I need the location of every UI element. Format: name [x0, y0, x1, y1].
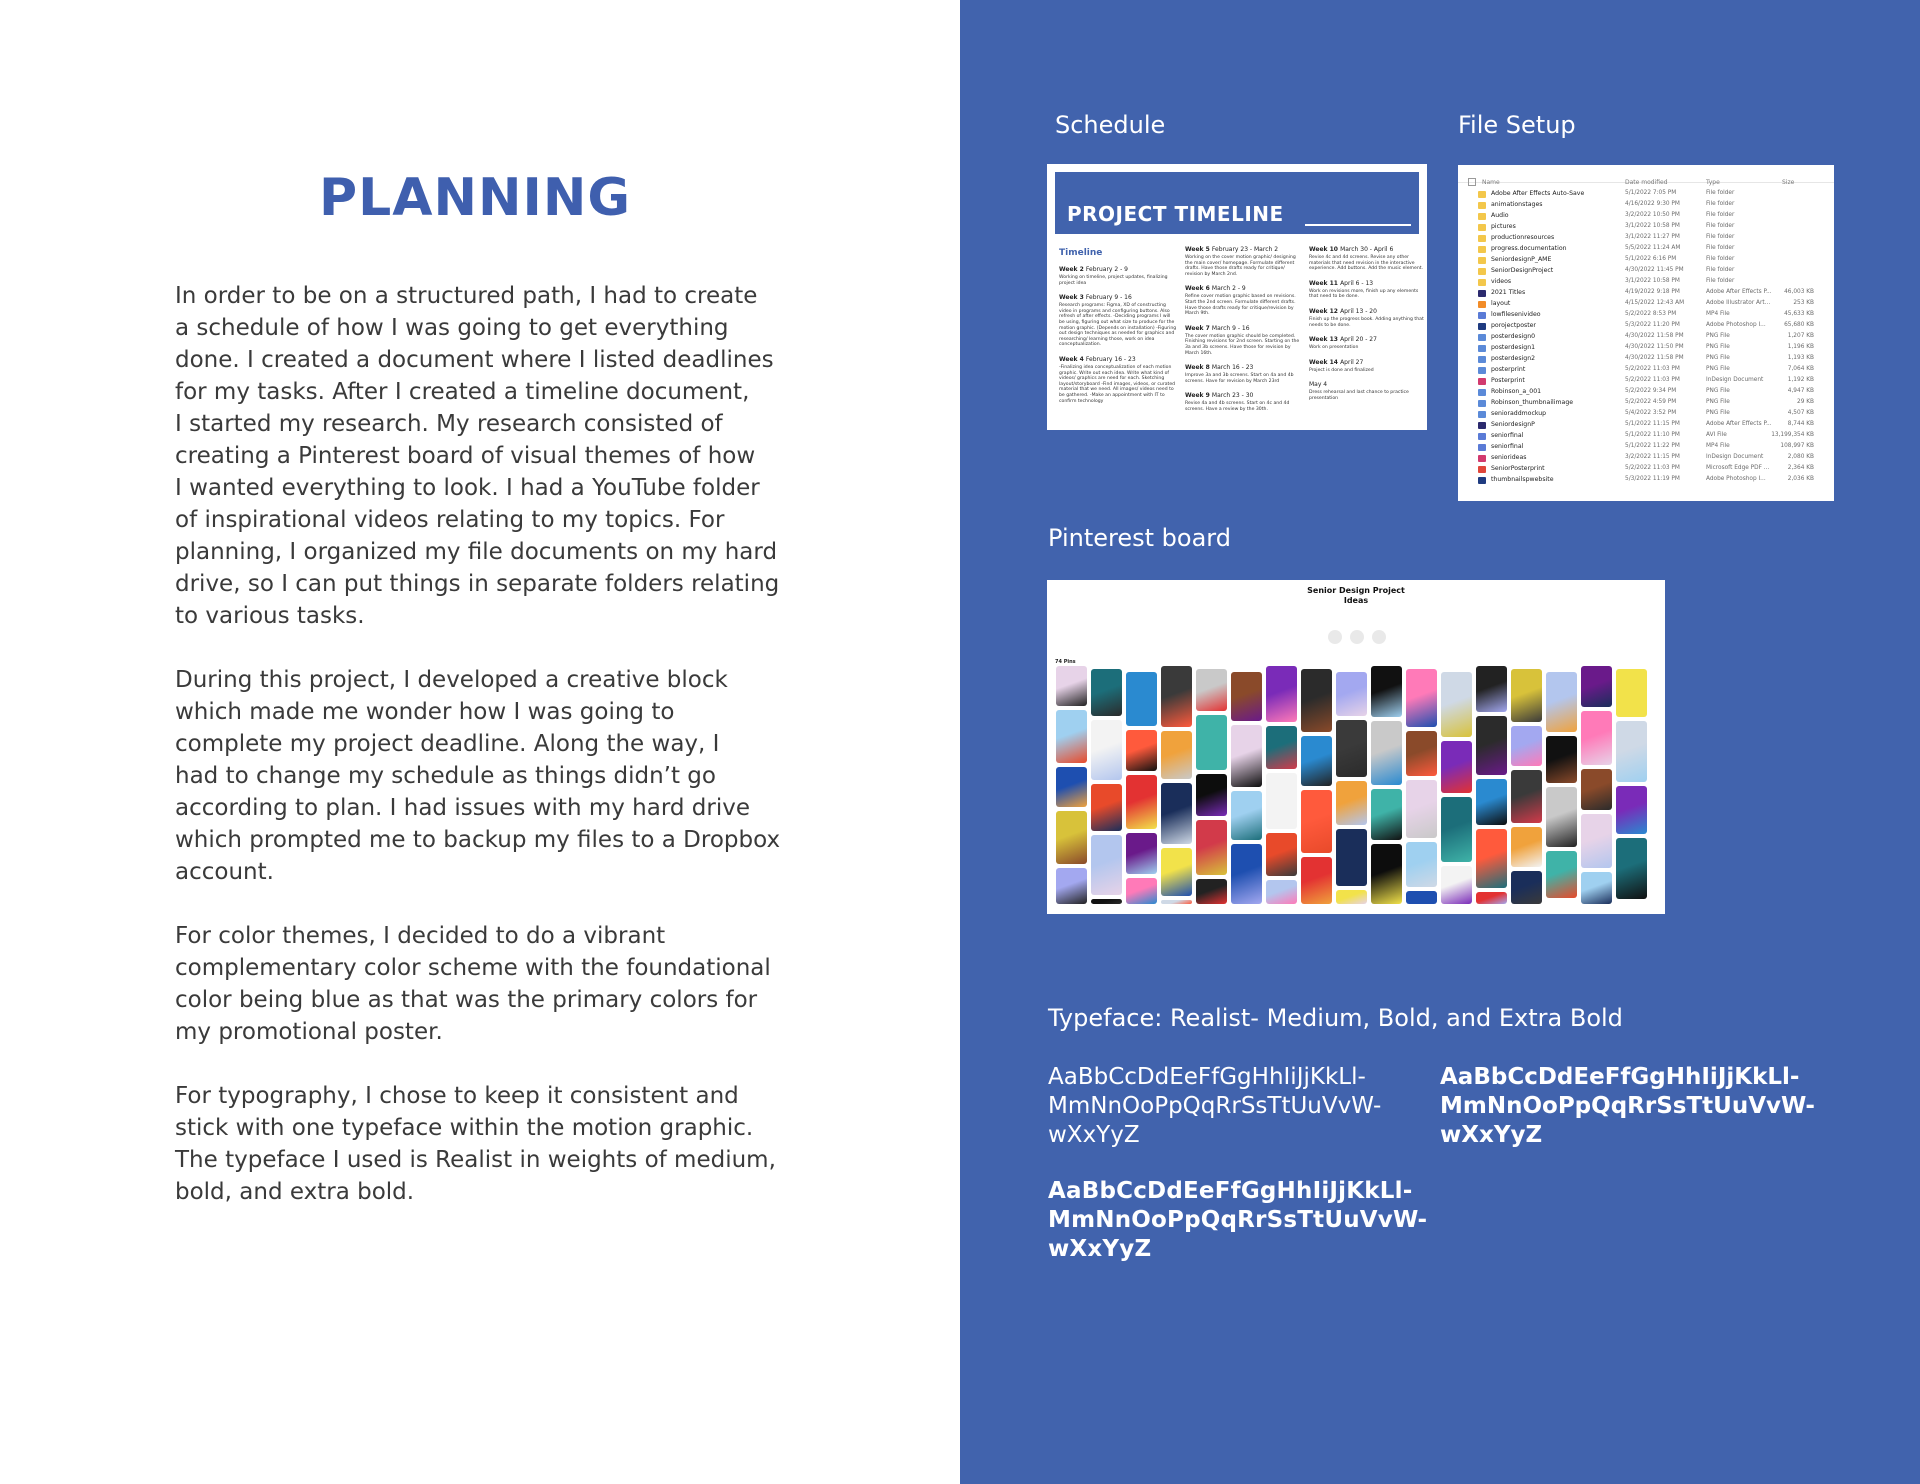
file-name: Audio: [1491, 212, 1509, 219]
schedule-week-description: Project is done and finalized: [1309, 367, 1374, 373]
file-type: File folder: [1706, 278, 1735, 284]
file-type: MP4 File: [1706, 311, 1730, 317]
body-text: [175, 280, 795, 1240]
file-type: File folder: [1706, 245, 1735, 251]
schedule-week: Week 7 March 9 - 16: [1185, 324, 1250, 332]
timeline-title: PROJECT TIMELINE: [1067, 202, 1284, 226]
pin-image: [1301, 857, 1332, 904]
pin-image: [1266, 726, 1297, 769]
file-size: 1,207 KB: [1787, 333, 1814, 339]
folder-icon: [1478, 213, 1486, 220]
file-row: [1458, 420, 1834, 431]
file-size: 65,680 KB: [1784, 322, 1814, 328]
pin-image: [1231, 725, 1262, 787]
file-row: [1458, 266, 1834, 277]
pin-image: [1511, 770, 1542, 823]
file-name: progress.documentation: [1491, 245, 1567, 252]
file-size: 108,997 KB: [1780, 443, 1814, 449]
file-setup-label: File Setup: [1458, 111, 1576, 139]
pin-image: [1371, 844, 1402, 904]
schedule-week-description: Revise 4c and 4d screens. Revise any other materials that need revision in the interactive experience. Add buttons. Add the music element.: [1309, 255, 1423, 272]
file-icon: [1478, 411, 1486, 418]
schedule-week-description: Improve 3a and 3b screens. Start on 4a and 4b screens. Have for revision by March 23rd: [1185, 373, 1294, 384]
file-name: Robinson_thumbnailimage: [1491, 399, 1574, 406]
file-type: Adobe Illustrator Art...: [1706, 300, 1771, 306]
pin-image: [1056, 666, 1087, 706]
file-row: [1458, 387, 1834, 398]
file-type: File folder: [1706, 223, 1735, 229]
pin-image: [1196, 774, 1227, 816]
file-row: [1458, 299, 1834, 310]
specimen-extra-bold: AaBbCcDdEeFfGgHhIiJjKkLl- MmNnOoPpQqRrSsTtUuVvW- wXxYyZ: [1048, 1178, 1428, 1262]
pin-image: [1301, 736, 1332, 786]
schedule-column-3: [1309, 246, 1427, 410]
file-date: 4/30/2022 11:45 PM: [1625, 267, 1684, 273]
pin-image: [1511, 669, 1542, 722]
paragraph-color-themes: For color themes, I decided to do a vibrant complementary color scheme with the foundational color being blue as that was the primary colors for my promotional poster.: [175, 923, 771, 1045]
schedule-week: Week 5 February 23 - March 2: [1185, 246, 1279, 253]
file-icon: [1478, 345, 1486, 352]
pin-image: [1371, 789, 1402, 840]
file-date: 5/1/2022 11:15 PM: [1625, 421, 1680, 427]
file-name: posterprint: [1491, 366, 1526, 373]
pin-image: [1441, 797, 1472, 862]
pin-image: [1126, 730, 1157, 771]
file-date: 5/2/2022 8:53 PM: [1625, 311, 1677, 317]
pin-image: [1091, 720, 1122, 780]
file-date: 4/19/2022 9:18 PM: [1625, 289, 1680, 295]
file-row: [1458, 277, 1834, 288]
file-size: 46,003 KB: [1784, 289, 1814, 295]
file-row: [1458, 343, 1834, 354]
pin-image: [1581, 666, 1612, 707]
file-name: pictures: [1491, 223, 1516, 230]
pin-image: [1231, 672, 1262, 721]
schedule-week: Week 9 March 23 - 30: [1185, 392, 1254, 400]
pin-image: [1161, 731, 1192, 779]
file-date: 5/2/2022 11:03 PM: [1625, 377, 1680, 383]
pin-image: [1441, 741, 1472, 793]
pin-image: [1476, 892, 1507, 904]
file-type: AVI File: [1706, 432, 1727, 438]
file-type: Adobe After Effects P...: [1706, 421, 1772, 427]
file-date: 3/2/2022 11:15 PM: [1625, 454, 1680, 460]
pin-image: [1511, 871, 1542, 904]
folder-icon: [1478, 191, 1486, 198]
schedule-week: Week 3 February 9 - 16: [1059, 294, 1132, 302]
schedule-label: Schedule: [1055, 111, 1166, 139]
folder-icon: [1478, 246, 1486, 253]
file-size: 2,364 KB: [1787, 465, 1814, 471]
file-icon: [1478, 433, 1486, 440]
folder-icon: [1478, 257, 1486, 264]
pin-image: [1161, 783, 1192, 844]
pin-image: [1546, 851, 1577, 898]
file-type: PNG File: [1706, 399, 1730, 405]
file-row: [1458, 409, 1834, 420]
pin-image: [1266, 833, 1297, 876]
file-name: seniorideas: [1491, 454, 1527, 461]
file-type: File folder: [1706, 190, 1735, 196]
file-type: InDesign Document: [1706, 454, 1764, 460]
pin-image: [1056, 811, 1087, 864]
schedule-week: Week 13 April 20 - 27: [1309, 336, 1377, 344]
pin-image: [1161, 666, 1192, 727]
file-name: Adobe After Effects Auto-Save: [1491, 190, 1585, 197]
file-date: 5/3/2022 11:19 PM: [1625, 476, 1680, 482]
organize-icon: [1350, 630, 1364, 644]
timeline-rule: [1305, 224, 1411, 226]
pin-image: [1091, 784, 1122, 831]
pin-image: [1581, 872, 1612, 904]
column-size: Size: [1782, 179, 1795, 186]
file-row: [1458, 365, 1834, 376]
pin-image: [1476, 666, 1507, 712]
notes-icon: [1372, 630, 1386, 644]
pinterest-label: Pinterest board: [1048, 524, 1231, 552]
file-date: 5/2/2022 4:59 PM: [1625, 399, 1677, 405]
file-row: [1458, 255, 1834, 266]
file-row: [1458, 464, 1834, 475]
file-size: 29 KB: [1797, 399, 1814, 405]
file-row: [1458, 354, 1834, 365]
pin-image: [1126, 672, 1157, 726]
pinterest-action-buttons: [1328, 630, 1388, 644]
file-name: senioraddmockup: [1491, 410, 1547, 417]
file-icon: [1478, 444, 1486, 451]
file-setup-thumbnail: [1458, 165, 1834, 501]
schedule-week: Week 2 February 2 - 9: [1059, 266, 1128, 273]
schedule-week-description: Work on revisions more, finish up any elements that need to be done.: [1309, 288, 1419, 300]
schedule-week: Week 6 March 2 - 9: [1185, 285, 1246, 293]
file-row: [1458, 211, 1834, 222]
file-name: posterdesign0: [1491, 333, 1536, 340]
pinterest-thumbnail: [1047, 580, 1665, 914]
column-name: Name: [1482, 179, 1500, 186]
pin-image: [1091, 835, 1122, 895]
file-date: 5/2/2022 11:03 PM: [1625, 465, 1680, 471]
pin-image: [1441, 672, 1472, 737]
paragraph-typography: For typography, I chose to keep it consistent and stick with one typeface within the motion graphic. The typeface I used is Realist in weights of medium, bold, and extra bold.: [175, 1083, 776, 1205]
file-date: 4/30/2022 11:58 PM: [1625, 333, 1684, 339]
file-type: File folder: [1706, 256, 1735, 262]
pin-image: [1546, 672, 1577, 732]
pin-image: [1546, 736, 1577, 783]
schedule-week-description: Working on timeline, project updates, finalizing project idea: [1059, 275, 1168, 286]
schedule-week-description: The cover motion graphic should be completed. Finishing revisions for 2nd screen. Starting on the 3a and 3b screens. Have those for revision by March 16th.: [1185, 333, 1300, 356]
pin-image: [1336, 829, 1367, 886]
pin-image: [1476, 779, 1507, 825]
pin-image: [1336, 890, 1367, 904]
folder-icon: [1478, 202, 1486, 209]
file-name: 2021 Titles: [1491, 289, 1526, 296]
file-name: SeniordesignP: [1491, 421, 1535, 428]
paragraph-schedule: In order to be on a structured path, I had to create a schedule of how I was going to get everything done. I created a document where I listed deadlines for my tasks. After I created a timeline document, I started my research. My research consisted of creating a Pinterest board of visual themes of how I wanted everything to look. I had a YouTube folder of inspirational videos relating to my topics. For planning, I organized my file documents on my hard drive, so I can put things in separate folders relating to various tasks.: [175, 283, 780, 629]
pin-image: [1231, 844, 1262, 904]
pin-image: [1126, 878, 1157, 904]
file-row: [1458, 288, 1834, 299]
file-row: [1458, 200, 1834, 211]
folder-icon: [1478, 279, 1486, 286]
file-row: [1458, 321, 1834, 332]
file-date: 5/4/2022 3:52 PM: [1625, 410, 1677, 416]
schedule-week: Week 4 February 16 - 23: [1059, 355, 1136, 363]
pin-image: [1231, 791, 1262, 840]
pin-image: [1091, 669, 1122, 716]
paragraph-creative-block: During this project, I developed a creative block which made me wonder how I was going to complete my project deadline. Along the way, I had to change my schedule as things didn’t go according to plan. I had issues with my hard drive which prompted me to backup my files to a Dropbox account.: [175, 667, 781, 885]
file-size: 2,036 KB: [1787, 476, 1814, 482]
pin-image: [1511, 726, 1542, 766]
page-title: PLANNING: [318, 168, 632, 228]
pin-image: [1161, 848, 1192, 896]
file-size: 1,196 KB: [1787, 344, 1814, 350]
file-date: 3/1/2022 11:27 PM: [1625, 234, 1680, 240]
file-name: productionresources: [1491, 234, 1555, 241]
schedule-week-description: Finish up the progress book. Adding anything that needs to be done.: [1309, 316, 1424, 328]
pin-grid: [1055, 666, 1657, 906]
file-icon: [1478, 312, 1486, 319]
file-type: InDesign Document: [1706, 377, 1764, 383]
pin-image: [1266, 880, 1297, 904]
file-name: seniorfinal: [1491, 432, 1524, 439]
file-date: 5/1/2022 11:22 PM: [1625, 443, 1680, 449]
file-date: 5/1/2022 11:10 PM: [1625, 432, 1680, 438]
pinterest-board-title: Senior Design Project Ideas: [1307, 586, 1405, 605]
right-page: [960, 0, 1920, 1484]
file-type: File folder: [1706, 201, 1735, 207]
pin-image: [1616, 721, 1647, 782]
schedule-week-description: Revise 4a and 4b screens. Start on 4c and 4d screens. Have a review by the 30th.: [1185, 401, 1290, 412]
file-icon: [1478, 356, 1486, 363]
file-row: [1458, 431, 1834, 442]
schedule-week: Week 11 April 6 - 13: [1309, 279, 1374, 287]
file-type: PNG File: [1706, 388, 1730, 394]
pin-image: [1196, 820, 1227, 875]
file-icon: [1478, 422, 1486, 429]
file-row: [1458, 189, 1834, 200]
file-row: [1458, 233, 1834, 244]
file-type: Microsoft Edge PDF ...: [1706, 465, 1770, 471]
schedule-week-description: Research programs: Figma, XD of constructing video in programs and configuring buttons. Also refresh of after effects. -Deciding programs I will be using, figuring out what size to produce for the motion graphic. (Depends on installation) -Figuring out design techniques as needed for graphics and researching/ learning those, work on idea conceptualization.: [1059, 303, 1177, 348]
select-all-checkbox: [1468, 178, 1476, 186]
pin-image: [1581, 711, 1612, 765]
file-name: SeniordesignP_AME: [1491, 256, 1552, 263]
pin-image: [1546, 787, 1577, 847]
file-name: Posterprint: [1491, 377, 1525, 384]
file-icon: [1478, 455, 1486, 462]
file-name: thumbnailspwebsite: [1491, 476, 1554, 483]
pin-image: [1336, 781, 1367, 825]
schedule-week: Week 12 April 13 - 20: [1309, 307, 1377, 315]
schedule-week: Week 8 March 16 - 23: [1185, 364, 1254, 372]
file-date: 5/1/2022 6:16 PM: [1625, 256, 1677, 262]
file-icon: [1478, 400, 1486, 407]
file-name: Robinson_a_001: [1491, 388, 1542, 395]
file-date: 4/16/2022 9:30 PM: [1625, 201, 1680, 207]
file-date: 5/5/2022 11:24 AM: [1625, 245, 1681, 251]
file-name: posterdesign2: [1491, 355, 1536, 362]
file-date: 5/2/2022 9:34 PM: [1625, 388, 1677, 394]
file-row: [1458, 453, 1834, 464]
file-type: Adobe After Effects P...: [1706, 289, 1772, 295]
file-name: lowfilesenivideo: [1491, 311, 1541, 318]
file-row: [1458, 222, 1834, 233]
pin-image: [1126, 833, 1157, 874]
file-icon: [1478, 290, 1486, 297]
file-list: [1458, 189, 1834, 486]
column-date-modified: Date modified: [1625, 179, 1668, 186]
schedule-week: Week 10 March 30 - April 6: [1309, 246, 1394, 253]
file-type: PNG File: [1706, 344, 1730, 350]
pin-image: [1056, 710, 1087, 763]
schedule-week: May 4: [1309, 381, 1328, 389]
pin-image: [1091, 899, 1122, 904]
column-type: Type: [1706, 179, 1720, 186]
pin-image: [1126, 775, 1157, 829]
file-size: 7,064 KB: [1787, 366, 1814, 372]
file-date: 3/1/2022 10:58 PM: [1625, 278, 1680, 284]
file-size: 4,507 KB: [1787, 410, 1814, 416]
file-size: 253 KB: [1793, 300, 1814, 306]
file-type: PNG File: [1706, 355, 1730, 361]
file-name: posterdesign1: [1491, 344, 1536, 351]
file-icon: [1478, 466, 1486, 473]
file-date: 4/15/2022 12:43 AM: [1625, 300, 1685, 306]
pin-image: [1266, 773, 1297, 829]
schedule-week-description: Refine cover motion graphic based on revisions. Start the 2nd screen. Formulate different drafts. Have those drafts ready for critique/revision by March 9th.: [1185, 294, 1296, 317]
schedule-week-description: Working on the cover motion graphic/ designing the main cover/ homepage. Formulate different drafts. Have those drafts ready for critique/ revision by March 2nd.: [1185, 255, 1296, 277]
pin-image: [1056, 868, 1087, 904]
file-size: 2,080 KB: [1787, 454, 1814, 460]
pin-image: [1196, 715, 1227, 770]
pin-count: 74 Pins: [1055, 659, 1076, 665]
file-list-header: [1458, 165, 1834, 186]
specimen-medium: AaBbCcDdEeFfGgHhIiJjKkLl- MmNnOoPpQqRrSsTtUuVvW- wXxYyZ: [1048, 1064, 1382, 1148]
schedule-week-description: -Finalizing idea conceptualization of each motion graphic. Write out each idea. Write what kind of videos/ graphics are need for each. Sketching layout/storyboard -Find images, videos, or curated material that we need. All images/ videos need to be gathered. -Make an appointment with IT to confirm technology: [1059, 364, 1176, 404]
schedule-week-description: Work on presentation: [1309, 345, 1359, 351]
pin-image: [1406, 842, 1437, 887]
pin-image: [1476, 829, 1507, 888]
pin-image: [1406, 731, 1437, 776]
folder-icon: [1478, 268, 1486, 275]
specimen-bold: AaBbCcDdEeFfGgHhIiJjKkLl- MmNnOoPpQqRrSsTtUuVvW- wXxYyZ: [1440, 1064, 1815, 1148]
file-type: PNG File: [1706, 410, 1730, 416]
pin-image: [1406, 780, 1437, 838]
pin-image: [1406, 891, 1437, 904]
pin-image: [1266, 666, 1297, 722]
schedule-week-description: Dress rehearsal and last chance to practice presentation: [1309, 390, 1409, 401]
folder-icon: [1478, 235, 1486, 242]
file-type: Adobe Photoshop I...: [1706, 476, 1766, 482]
pin-image: [1616, 669, 1647, 717]
file-date: 3/1/2022 10:58 PM: [1625, 223, 1680, 229]
file-row: [1458, 442, 1834, 453]
file-size: 8,744 KB: [1787, 421, 1814, 427]
file-size: 45,633 KB: [1784, 311, 1814, 317]
file-name: porojectposter: [1491, 322, 1536, 329]
file-row: [1458, 398, 1834, 409]
file-date: 5/3/2022 11:20 PM: [1625, 322, 1680, 328]
file-size: 13,199,354 KB: [1771, 432, 1814, 438]
schedule-week: Week 14 April 27: [1309, 358, 1364, 366]
pin-image: [1336, 720, 1367, 777]
pin-image: [1301, 669, 1332, 732]
pin-image: [1581, 814, 1612, 868]
file-type: File folder: [1706, 234, 1735, 240]
file-date: 4/30/2022 11:58 PM: [1625, 355, 1684, 361]
file-date: 5/1/2022 7:05 PM: [1625, 190, 1677, 196]
file-size: 1,193 KB: [1787, 355, 1814, 361]
file-icon: [1478, 378, 1486, 385]
file-icon: [1478, 301, 1486, 308]
schedule-column-1: [1059, 244, 1177, 412]
pin-image: [1196, 879, 1227, 904]
file-type: File folder: [1706, 267, 1735, 273]
file-icon: [1478, 367, 1486, 374]
file-type: Adobe Photoshop I...: [1706, 322, 1766, 328]
file-date: 4/30/2022 11:50 PM: [1625, 344, 1684, 350]
file-type: File folder: [1706, 212, 1735, 218]
pin-image: [1056, 767, 1087, 807]
file-type: PNG File: [1706, 333, 1730, 339]
file-name: videos: [1491, 278, 1512, 285]
pin-image: [1476, 716, 1507, 775]
timeline-banner: [1055, 172, 1419, 234]
file-type: MP4 File: [1706, 443, 1730, 449]
timeline-heading: Timeline: [1059, 248, 1103, 258]
schedule-column-2: [1185, 246, 1303, 421]
pin-image: [1196, 669, 1227, 711]
pin-image: [1301, 790, 1332, 853]
pin-image: [1616, 786, 1647, 834]
pin-image: [1371, 721, 1402, 785]
file-size: 1,192 KB: [1787, 377, 1814, 383]
pin-image: [1441, 866, 1472, 904]
file-name: SeniorDesignProject: [1491, 267, 1554, 274]
schedule-thumbnail: [1047, 164, 1427, 430]
more-ideas-icon: [1328, 630, 1342, 644]
file-icon: [1478, 334, 1486, 341]
folder-icon: [1478, 224, 1486, 231]
pin-image: [1581, 769, 1612, 810]
file-name: seniorfinal: [1491, 443, 1524, 450]
file-row: [1458, 376, 1834, 387]
file-size: 4,947 KB: [1787, 388, 1814, 394]
pin-image: [1336, 672, 1367, 716]
file-name: animationstages: [1491, 201, 1543, 208]
file-icon: [1478, 477, 1486, 484]
file-date: 5/2/2022 11:03 PM: [1625, 366, 1680, 372]
pin-image: [1161, 900, 1192, 904]
file-icon: [1478, 389, 1486, 396]
file-row: [1458, 244, 1834, 255]
file-row: [1458, 310, 1834, 321]
file-name: SeniorPosterprint: [1491, 465, 1545, 472]
file-name: layout: [1491, 300, 1511, 307]
file-date: 3/2/2022 10:50 PM: [1625, 212, 1680, 218]
pin-image: [1616, 838, 1647, 899]
pin-image: [1406, 669, 1437, 727]
file-row: [1458, 332, 1834, 343]
file-type: PNG File: [1706, 366, 1730, 372]
file-row: [1458, 475, 1834, 486]
pin-image: [1371, 666, 1402, 717]
typeface-label: Typeface: Realist- Medium, Bold, and Extra Bold: [1048, 1004, 1623, 1032]
pin-image: [1511, 827, 1542, 867]
file-icon: [1478, 323, 1486, 330]
